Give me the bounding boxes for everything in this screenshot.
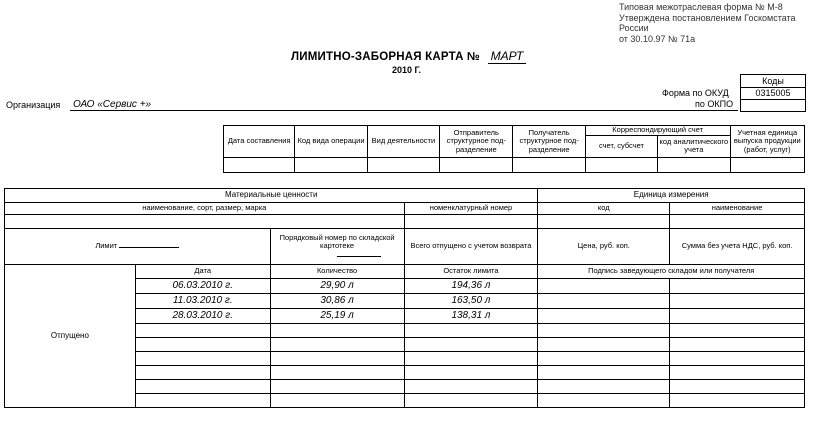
cell-empty — [670, 352, 805, 366]
col-qty-header: Количество — [270, 265, 404, 279]
row-qty: 25,19 л — [270, 309, 404, 324]
row-sign — [538, 294, 670, 309]
unit-header: Единица измерения — [538, 189, 805, 203]
col-unit-output: Учетная единица выпуска продукции (работ, услуг) — [730, 126, 804, 158]
cell-empty — [224, 157, 295, 172]
total-released-header: Всего отпущено с учетом возврата — [404, 229, 538, 265]
row-date: 06.03.2010 г. — [135, 279, 270, 294]
col-date-compiled: Дата составления — [224, 126, 295, 158]
row-date: 28.03.2010 г. — [135, 309, 270, 324]
cell-empty — [670, 338, 805, 352]
organization-underline — [70, 110, 738, 111]
okpo-value — [741, 100, 806, 112]
codes-header: Коды — [741, 75, 806, 88]
order-number-cell — [270, 229, 404, 265]
form-line-3: России — [619, 23, 649, 33]
document-title: ЛИМИТНО-ЗАБОРНАЯ КАРТА № — [291, 51, 481, 63]
cell-empty — [670, 366, 805, 380]
cell-empty — [538, 352, 670, 366]
col-activity: Вид деятельности — [367, 126, 439, 158]
cell-empty — [585, 157, 657, 172]
sum-header: Сумма без учета НДС, руб. коп. — [670, 229, 805, 265]
row-sign — [670, 279, 805, 294]
cell-empty — [5, 215, 405, 229]
cell-empty — [670, 380, 805, 394]
row-date: 11.03.2010 г. — [135, 294, 270, 309]
name-header: наименование — [670, 203, 805, 215]
form-header — [619, 2, 796, 44]
cell-empty — [135, 324, 270, 338]
row-remain: 194,36 л — [404, 279, 538, 294]
cell-empty — [404, 324, 538, 338]
cell-empty — [270, 352, 404, 366]
limit-underline — [119, 247, 179, 248]
col-receiver: Получатель структурное под-разделение — [513, 126, 585, 158]
okud-label: Форма по ОКУД — [662, 88, 729, 98]
organization-value: ОАО «Сервис +» — [73, 99, 152, 110]
cell-empty — [135, 338, 270, 352]
row-remain: 163,50 л — [404, 294, 538, 309]
cell-empty — [730, 157, 804, 172]
material-values-header: Материальные ценности — [5, 189, 538, 203]
codes-table — [740, 74, 806, 112]
cell-empty — [670, 324, 805, 338]
cell-empty — [658, 157, 730, 172]
cell-empty — [270, 324, 404, 338]
cell-empty — [538, 215, 670, 229]
cell-empty — [404, 380, 538, 394]
row-sign — [670, 294, 805, 309]
cell-empty — [538, 366, 670, 380]
cell-empty — [270, 380, 404, 394]
limit-label: Лимит — [95, 241, 118, 251]
cell-empty — [513, 157, 585, 172]
cell-empty — [538, 324, 670, 338]
cell-empty — [404, 366, 538, 380]
col-remain-header: Остаток лимита — [404, 265, 538, 279]
form-line-1: Типовая межотраслевая форма № М-8 — [619, 2, 783, 12]
limit-cell — [5, 229, 271, 265]
cell-empty — [135, 380, 270, 394]
col-sign-header: Подпись заведующего складом или получателя — [538, 265, 805, 279]
cell-empty — [670, 394, 805, 408]
price-header: Цена, руб. коп. — [538, 229, 670, 265]
col-date-header: Дата — [135, 265, 270, 279]
okpo-label: по ОКПО — [695, 99, 734, 109]
order-number-label: Порядковый номер по складской картотеке — [279, 232, 395, 251]
col-sender: Отправитель структурное под-разделение — [440, 126, 513, 158]
document-year: 2010 Г. — [392, 65, 421, 75]
form-line-2: Утверждена постановлением Госкомстата — [619, 12, 796, 23]
main-table — [4, 188, 805, 408]
form-line-4: от 30.10.97 № 71а — [619, 33, 696, 44]
cell-empty — [367, 157, 439, 172]
okud-value: 0315005 — [741, 88, 806, 100]
cell-empty — [135, 366, 270, 380]
cell-empty — [270, 366, 404, 380]
row-sign — [670, 309, 805, 324]
row-qty: 29,90 л — [270, 279, 404, 294]
col-operation-code: Код вида операции — [295, 126, 367, 158]
cell-empty — [270, 394, 404, 408]
row-remain: 138,31 л — [404, 309, 538, 324]
cell-empty — [404, 394, 538, 408]
organization-label: Организация — [6, 100, 61, 110]
cell-empty — [270, 338, 404, 352]
cell-empty — [538, 380, 670, 394]
details-table — [223, 125, 805, 173]
row-sign — [538, 279, 670, 294]
cell-empty — [295, 157, 367, 172]
cell-empty — [538, 338, 670, 352]
document-number: МАРТ — [488, 49, 526, 64]
cell-empty — [135, 394, 270, 408]
col-analytic-code: код аналитического учета — [658, 135, 730, 157]
cell-empty — [670, 215, 805, 229]
cell-empty — [440, 157, 513, 172]
cell-empty — [404, 338, 538, 352]
name-grade-header: наименование, сорт, размер, марка — [5, 203, 405, 215]
cell-empty — [538, 394, 670, 408]
cell-empty — [404, 352, 538, 366]
cell-empty — [135, 352, 270, 366]
col-account-subaccount: счет, субсчет — [585, 135, 657, 157]
row-qty: 30,86 л — [270, 294, 404, 309]
released-label: Отпущено — [5, 265, 136, 408]
cell-empty — [404, 215, 538, 229]
col-corr-account: Корреспондирующий счет — [585, 126, 730, 136]
order-number-underline — [337, 256, 381, 257]
row-sign — [538, 309, 670, 324]
nomenclature-header: номенклатурный номер — [404, 203, 538, 215]
code-header: код — [538, 203, 670, 215]
